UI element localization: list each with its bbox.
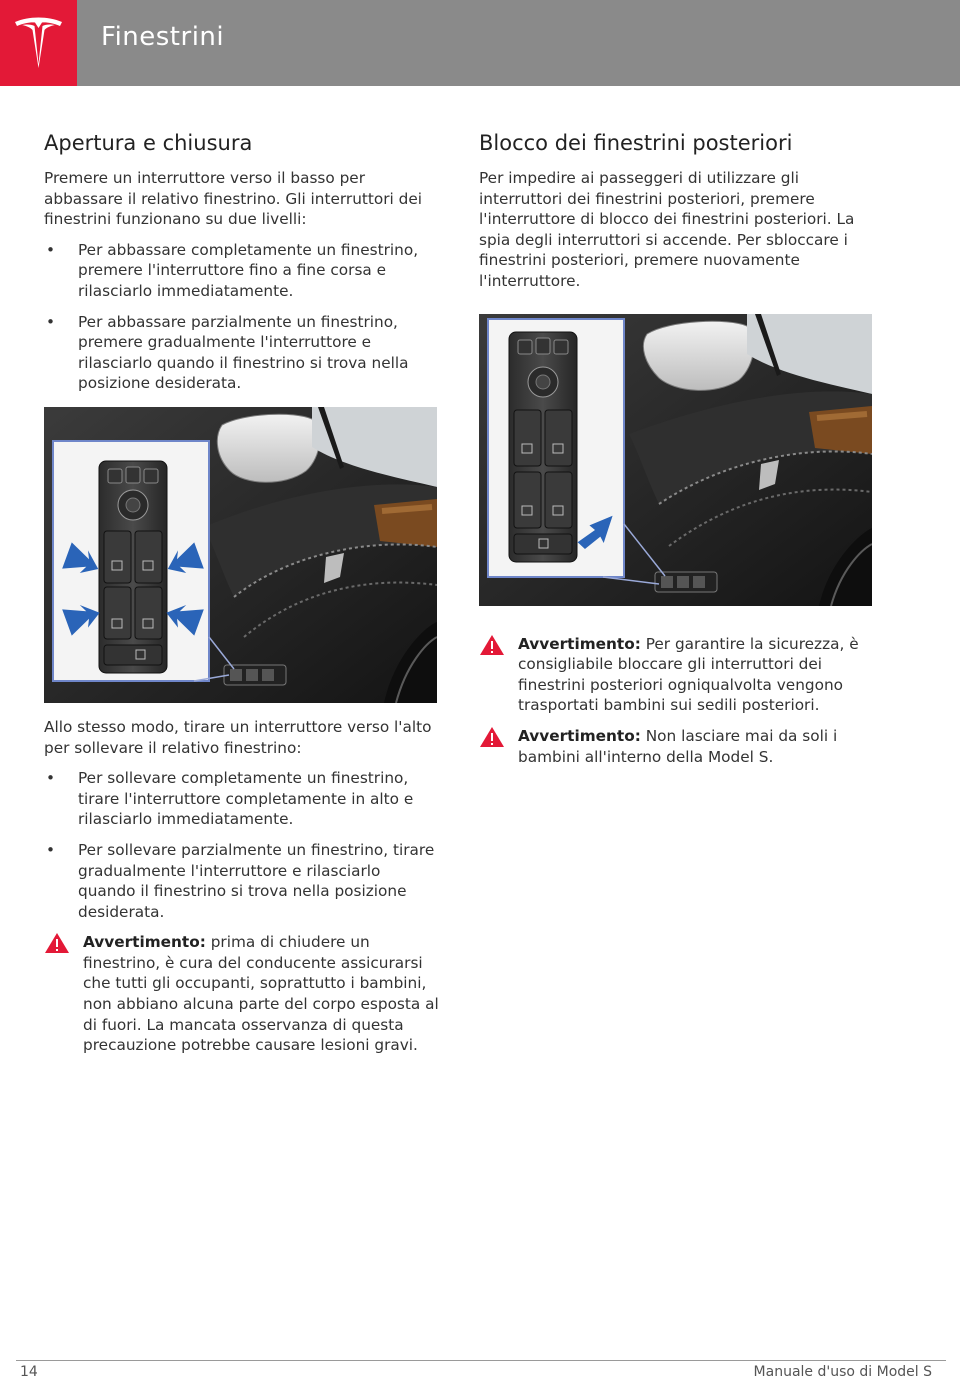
warning-text: Per garantire la sicurezza, è consigliabile bloccare gli interruttori dei finestrini posteriori ogniqualvolta vengono trasportati bambini sui sedili posteriori.: [518, 634, 859, 715]
warning-block-children-alone: [479, 726, 874, 767]
warning-block-closing: [44, 932, 439, 1056]
rear-lock-paragraph: Per impedire ai passeggeri di utilizzare gli interruttori dei finestrini posteriori, premere l'interruttore di blocco dei finestrini posteriori. La spia degli interruttori si accende. Per sbloccare i finestrini posteriori, premere nuovamente l'interruttore.: [479, 169, 855, 290]
window-switch-illustration: [44, 407, 437, 703]
page-title: Finestrini: [101, 22, 225, 52]
bullet-icon: •: [46, 840, 56, 859]
tesla-logo-icon: [13, 16, 64, 70]
left-column: [44, 128, 439, 1056]
lower-window-list: [44, 240, 439, 394]
bullet-icon: •: [46, 312, 56, 331]
list-item: • Per abbassare parzialmente un finestrino, premere gradualmente l'interruttore e rilasciarlo quando il finestrino si trova nella posizione desiderata.: [46, 312, 409, 393]
brand-logo: [0, 0, 77, 86]
warning-text: Non lasciare mai da soli i bambini all'interno della Model S.: [518, 726, 838, 766]
rear-lock-illustration: [479, 314, 872, 606]
list-item: • Per sollevare completamente un finestrino, tirare l'interruttore completamente in alto e rilasciarlo immediatamente.: [46, 769, 414, 829]
bullet-icon: •: [46, 769, 56, 788]
right-column: [479, 128, 874, 767]
bullet-icon: •: [46, 240, 56, 259]
rear-lock-figure: [479, 314, 872, 606]
raise-window-list: [44, 768, 439, 922]
warning-text: prima di chiudere un finestrino, è cura del conducente assicurarsi che tutti gli occupanti, soprattutto i bambini, non abbiano alcuna parte del corpo esposta al di fuori. La mancata osservanza di questa precauzione potrebbe causare lesioni gravi.: [83, 933, 439, 1055]
warning-label: Avvertimento:: [83, 933, 206, 952]
warning-triangle-icon: [479, 634, 505, 656]
page-header: [0, 0, 960, 86]
list-item: • Per sollevare parzialmente un finestrino, tirare gradualmente l'interruttore e rilasciarlo quando il finestrino si trova nella posizione desiderata.: [46, 840, 435, 921]
warning-block-children-safety: [479, 634, 874, 716]
raise-paragraph: Allo stesso modo, tirare un interruttore verso l'alto per sollevare il relativo finestrino:: [44, 717, 432, 757]
list-item: • Per abbassare completamente un finestrino, premere l'interruttore fino a fine corsa e rilasciarlo immediatamente.: [46, 240, 419, 300]
section-heading-opening: Apertura e chiusura: [44, 131, 253, 155]
window-switch-figure: [44, 407, 437, 703]
intro-paragraph: Premere un interruttore verso il basso per abbassare il relativo finestrino. Gli interruttori dei finestrini funzionano su due livelli:: [44, 169, 423, 229]
warning-label: Avvertimento:: [518, 726, 641, 745]
warning-label: Avvertimento:: [518, 634, 641, 653]
manual-title: Manuale d'uso di Model S: [753, 1364, 932, 1380]
warning-triangle-icon: [479, 726, 505, 748]
footer-divider: [16, 1360, 946, 1361]
section-heading-rear-lock: Blocco dei finestrini posteriori: [479, 131, 793, 155]
warning-triangle-icon: [44, 932, 70, 954]
page-number: 14: [20, 1364, 38, 1380]
